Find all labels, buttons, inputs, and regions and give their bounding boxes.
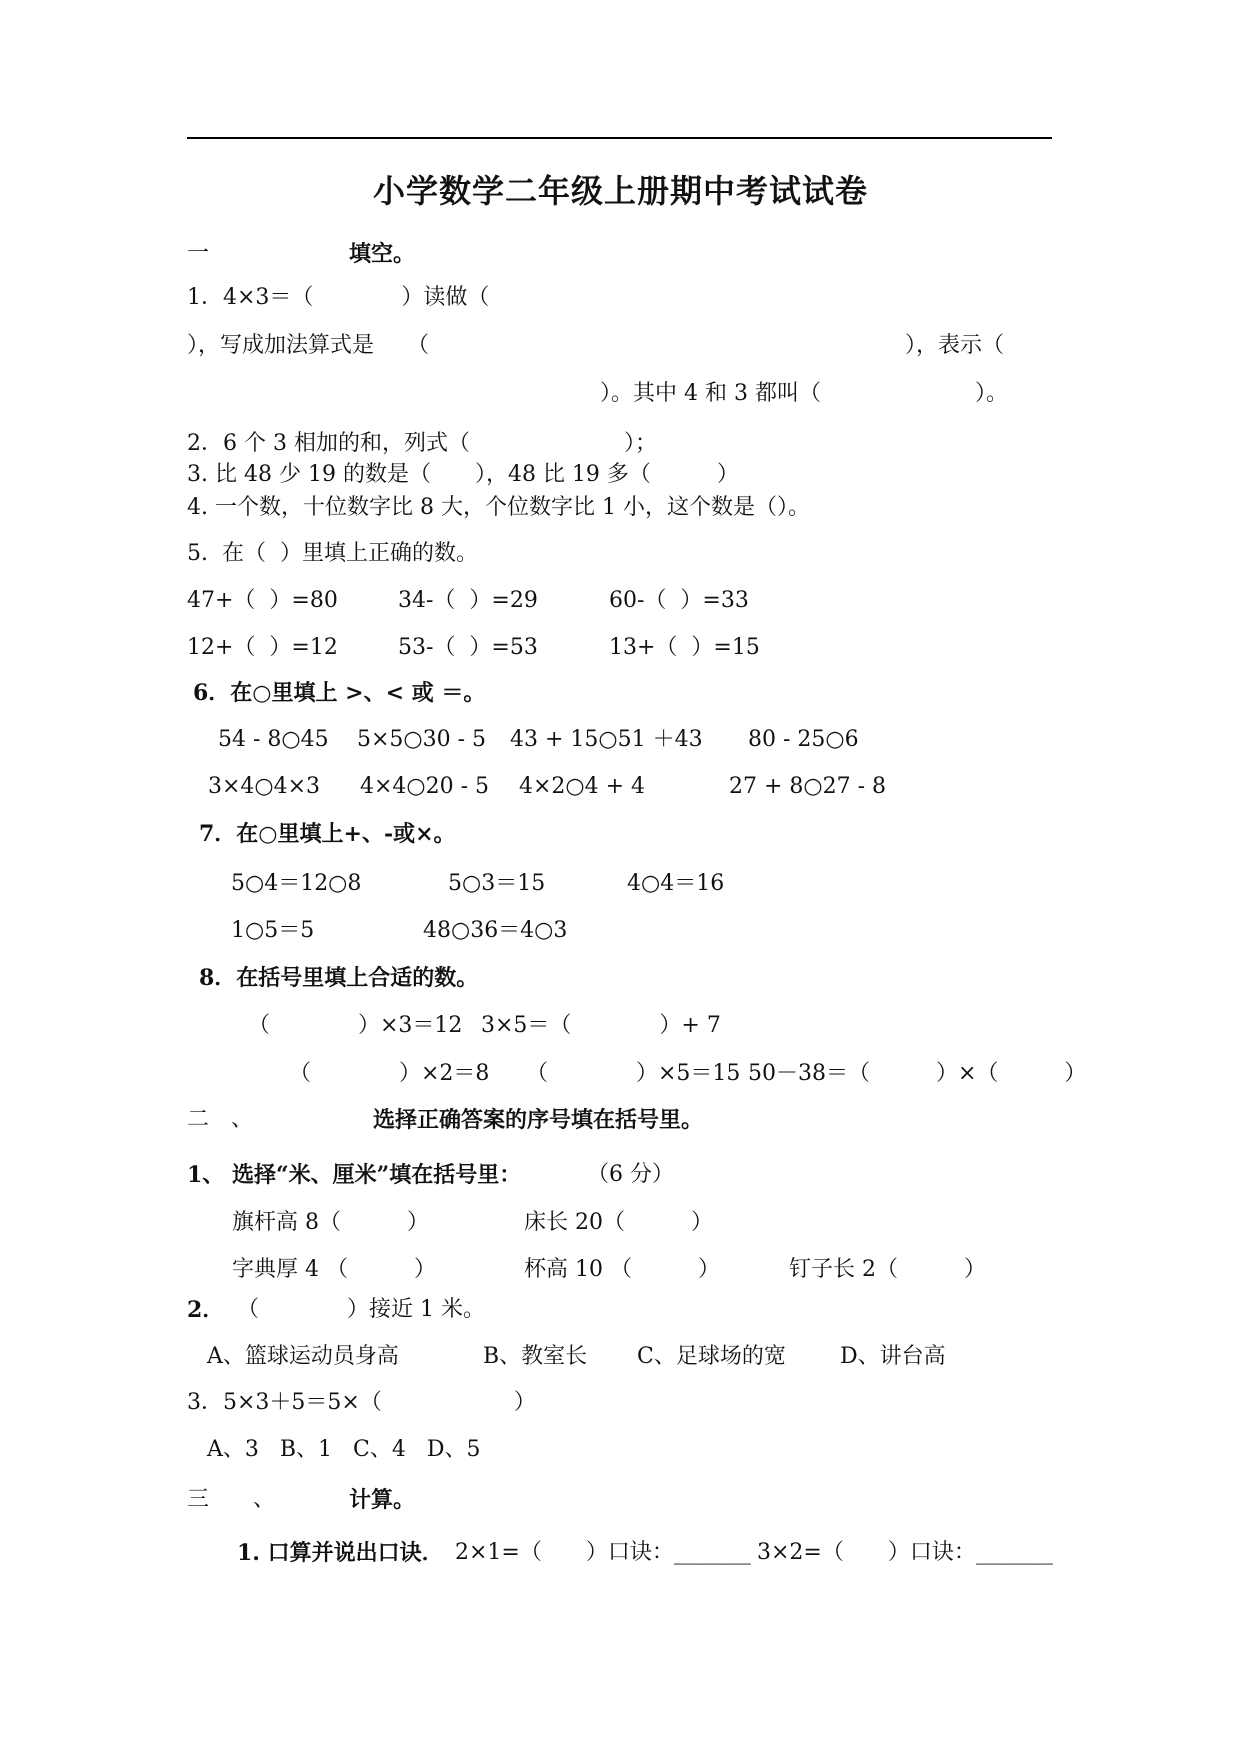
q6-item: 27 + 8○27 - 8 (729, 774, 887, 799)
s2-q3-options: A、3 B、1 C、4 D、5 (207, 1437, 481, 1462)
section-3-number: 三 、 (187, 1487, 276, 1512)
s2-q2-option: C、足球场的宽 (637, 1344, 786, 1369)
q8-item: 50－38＝（ ）×（ ） (748, 1061, 1087, 1086)
q6-heading: 6．在○里填上 >、< 或 ＝。 (193, 680, 486, 706)
q1-line-2: ），写成加法算式是 （ (187, 333, 430, 358)
s2-q1-item: 杯高 10 （ ） (524, 1257, 720, 1282)
q4-line: 4. 一个数，十位数字比 8 大，个位数字比 1 小，这个数是（）。 (187, 495, 810, 520)
s2-q1-heading: 1、 选择“米、厘米”填在括号里： (187, 1162, 522, 1188)
section-1-number: 一 (187, 241, 210, 266)
s3-q1-item: 3×2=（ ）口诀：_______ (757, 1540, 1053, 1565)
q5-item: 60-（ ）=33 (609, 588, 749, 613)
q8-item: 3×5＝（ ）+ 7 (481, 1013, 721, 1038)
q2-line: 2．6 个 3 相加的和，列式（ ）； (187, 431, 657, 456)
q8-item: （ ）×2＝8 (289, 1061, 490, 1086)
section-2-number: 二 、 (187, 1107, 254, 1132)
s2-q2-option: A、篮球运动员身高 (207, 1344, 399, 1369)
s2-q2-option: B、教室长 (483, 1344, 588, 1369)
q7-item: 5○3＝15 (448, 871, 546, 896)
q5-item: 13+（ ）=15 (609, 635, 760, 660)
q8-item: （ ）×3＝12 (248, 1013, 463, 1038)
section-2-heading: 选择正确答案的序号填在括号里。 (373, 1107, 704, 1133)
s2-q1-item: 床长 20（ ） (524, 1210, 713, 1235)
q7-item: 48○36＝4○3 (423, 918, 568, 943)
q7-item: 1○5＝5 (231, 918, 315, 943)
s2-q2-text: （ ）接近 1 米。 (237, 1297, 485, 1322)
q5-item: 12+（ ）=12 (187, 635, 338, 660)
q8-heading: 8．在括号里填上合适的数。 (199, 965, 479, 991)
q6-item: 5×5○30 - 5 (357, 727, 487, 752)
section-3-heading: 计算。 (349, 1487, 416, 1513)
q3-line: 3. 比 48 少 19 的数是（ ），48 比 19 多（ ） (187, 462, 739, 487)
s3-q1-item: 2×1=（ ）口诀：_______ (455, 1540, 751, 1565)
q6-item: 80 - 25○6 (748, 727, 859, 752)
q5-item: 53-（ ）=53 (398, 635, 538, 660)
q6-item: 54 - 8○45 (218, 727, 329, 752)
s2-q1-item: 旗杆高 8（ ） (232, 1210, 429, 1235)
s2-q1-item: 钉子长 2（ ） (789, 1257, 986, 1282)
q7-item: 4○4＝16 (627, 871, 725, 896)
q7-item: 5○4＝12○8 (231, 871, 362, 896)
s3-q1-heading: 1. 口算并说出口诀． (237, 1540, 444, 1566)
q6-item: 4×4○20 - 5 (360, 774, 490, 799)
q5-item: 47+（ ）=80 (187, 588, 338, 613)
q1-line-2b: ），表示（ (905, 333, 1005, 358)
top-rule (187, 137, 1052, 139)
page-title: 小学数学二年级上册期中考试试卷 (372, 172, 868, 210)
q6-item: 3×4○4×3 (208, 774, 321, 799)
q7-heading: 7．在○里填上+、-或×。 (199, 821, 456, 847)
s2-q2-option: D、讲台高 (840, 1344, 946, 1369)
q6-item: 43 + 15○51 ＋43 (510, 727, 703, 752)
q1-line-1: 1．4×3＝（ ）读做（ (187, 285, 490, 310)
s2-q1-points: （6 分） (587, 1162, 674, 1187)
section-1-heading: 填空。 (349, 241, 416, 267)
q6-item: 4×2○4 + 4 (519, 774, 646, 799)
q5-item: 34-（ ）=29 (398, 588, 538, 613)
q8-item: （ ）×5＝15 (526, 1061, 741, 1086)
q5-line: 5. 在（ ）里填上正确的数。 (187, 541, 478, 566)
s2-q3-text: 3．5×3＋5＝5×（ ） (187, 1390, 536, 1415)
s2-q1-item: 字典厚 4 （ ） (232, 1257, 436, 1282)
q1-line-3: ）。其中 4 和 3 都叫（ ）。 (600, 381, 1008, 406)
s2-q2-number: 2． (187, 1297, 225, 1323)
